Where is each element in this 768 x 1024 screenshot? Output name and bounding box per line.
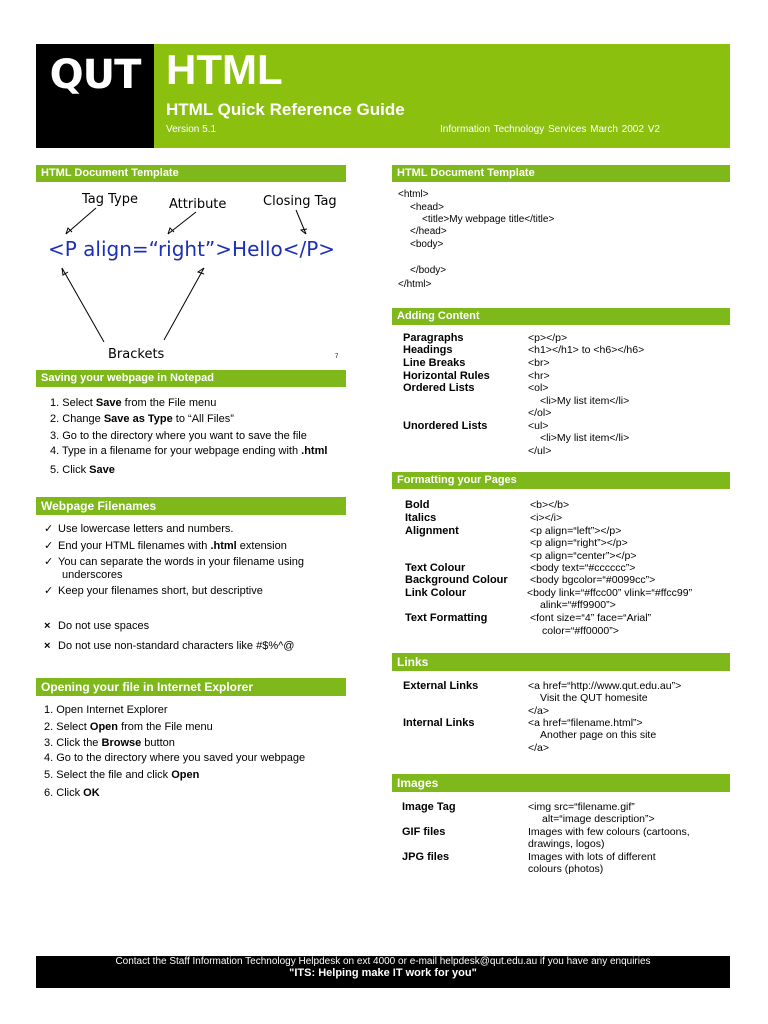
adding-value: </ol> xyxy=(528,407,552,419)
department-label: Information Technology Services March 2002 V2 xyxy=(440,124,660,135)
images-label: Image Tag xyxy=(402,801,456,813)
template-line: <head> xyxy=(410,202,444,213)
filename-tip-3-continuation: underscores xyxy=(62,569,123,581)
page-number: 7 xyxy=(335,354,339,360)
formatting-value: <i></i> xyxy=(530,512,563,524)
filename-tip-2: ✓ End your HTML filenames with .html extension xyxy=(44,540,287,552)
arrow-bracket-right xyxy=(164,268,204,340)
adding-label: Unordered Lists xyxy=(403,420,488,432)
check-icon: ✓ xyxy=(44,556,54,568)
formatting-label: Background Colour xyxy=(405,574,508,586)
template-line: <html> xyxy=(398,189,429,200)
images-value: <img src=“filename.gif” xyxy=(528,801,635,813)
links-value: </a> xyxy=(528,742,550,754)
formatting-value: <body bgcolor=“#0099cc”> xyxy=(530,574,656,586)
section-header-formatting: Formatting your Pages xyxy=(392,472,730,489)
formatting-value: <body link=“#ffcc00” vlink=“#ffcc99” xyxy=(527,587,693,599)
check-icon: ✓ xyxy=(44,540,54,552)
formatting-value: <b></b> xyxy=(530,499,570,511)
footer-bar xyxy=(36,956,730,988)
images-value: Images with lots of different xyxy=(528,851,656,863)
formatting-label: Text Formatting xyxy=(405,612,488,624)
arrow-bracket-left xyxy=(62,268,104,342)
template-line: </head> xyxy=(410,226,447,237)
footer-contact: Contact the Staff Information Technology Helpdesk on ext 4000 or e-mail helpdesk@qut.edu.au if you have any enquiries xyxy=(115,956,651,967)
links-value: Visit the QUT homesite xyxy=(540,692,648,704)
formatting-label: Text Colour xyxy=(405,562,466,574)
links-value: Another page on this site xyxy=(540,729,657,741)
adding-value: <li>My list item</li> xyxy=(540,395,630,407)
tag-diagram-svg xyxy=(36,186,346,368)
page-subtitle: HTML Quick Reference Guide xyxy=(166,100,405,119)
links-label: Internal Links xyxy=(403,717,475,729)
images-label: JPG files xyxy=(402,851,450,863)
opening-step-1: 1. Open Internet Explorer xyxy=(44,704,168,716)
section-header-template: HTML Document Template xyxy=(392,165,730,182)
images-value: drawings, logos) xyxy=(528,838,605,850)
formatting-label: Alignment xyxy=(405,525,459,537)
diagram-arrows xyxy=(62,208,307,342)
template-line: <title>My webpage title</title> xyxy=(422,214,555,225)
adding-value: <ol> xyxy=(528,382,549,394)
section-header-filenames: Webpage Filenames xyxy=(36,497,346,515)
images-value: colours (photos) xyxy=(528,863,604,875)
adding-value: <br> xyxy=(528,357,550,369)
attribute-label: Attribute xyxy=(169,197,227,212)
formatting-label: Bold xyxy=(405,499,430,511)
formatting-value: <p align=“right”></p> xyxy=(530,537,628,549)
opening-step-2: 2. Select Open from the File menu xyxy=(44,721,213,733)
filename-tip-4: ✓ Keep your filenames short, but descriptive xyxy=(44,585,263,597)
images-value: Images with few colours (cartoons, xyxy=(528,826,690,838)
formatting-label: Italics xyxy=(405,512,437,524)
header-banner xyxy=(154,44,730,148)
adding-label: Horizontal Rules xyxy=(403,370,490,382)
formatting-label: Link Colour xyxy=(405,587,467,599)
tag-type-label: Tag Type xyxy=(82,192,138,207)
tag-diagram xyxy=(36,186,346,368)
template-line: </body> xyxy=(410,265,447,276)
links-value: </a> xyxy=(528,705,550,717)
adding-label: Headings xyxy=(403,344,453,356)
saving-step-1: 1. Select Save from the File menu xyxy=(50,397,217,409)
links-value: <a href=“filename.html”> xyxy=(528,717,643,729)
adding-value: <li>My list item</li> xyxy=(540,432,630,444)
section-header-images: Images xyxy=(392,774,730,792)
formatting-value: alink=“#ff9900”> xyxy=(540,599,616,611)
template-line: </html> xyxy=(398,279,432,290)
section-header-adding: Adding Content xyxy=(392,308,730,325)
adding-value: <p></p> xyxy=(528,332,568,344)
links-label: External Links xyxy=(403,680,479,692)
images-label: GIF files xyxy=(402,826,446,838)
saving-step-4: 4. Type in a filename for your webpage ending with .html xyxy=(50,445,328,457)
tag-example: <P align=“right”>Hello</P> xyxy=(48,237,336,261)
adding-value: <hr> xyxy=(528,370,550,382)
saving-step-2: 2. Change Save as Type to “All Files” xyxy=(50,413,234,425)
adding-label: Ordered Lists xyxy=(403,382,475,394)
images-value: alt=“image description”> xyxy=(542,813,655,825)
formatting-value: <font size=“4” face=“Arial” xyxy=(530,612,652,624)
formatting-value: <body text=“#cccccc”> xyxy=(530,562,636,574)
opening-step-3: 3. Click the Browse button xyxy=(44,737,175,749)
section-header-saving: Saving your webpage in Notepad xyxy=(36,370,346,387)
formatting-value: <p align=“left”></p> xyxy=(530,525,622,537)
filename-tip-3: ✓ You can separate the words in your filename using xyxy=(44,556,305,568)
version-label: Version 5.1 xyxy=(166,124,217,135)
check-icon: ✓ xyxy=(44,585,54,597)
formatting-value: <p align=“center”></p> xyxy=(530,550,637,562)
check-icon: ✓ xyxy=(44,523,54,535)
cross-icon: × xyxy=(44,640,51,652)
closing-tag-label: Closing Tag xyxy=(263,194,337,209)
opening-step-6: 6. Click OK xyxy=(44,787,100,799)
opening-step-5: 5. Select the file and click Open xyxy=(44,769,200,781)
links-value: <a href=“http://www.qut.edu.au”> xyxy=(528,680,682,692)
filename-warning-2: × Do not use non-standard characters like #$%^@ xyxy=(44,640,295,652)
filename-tip-1: ✓ Use lowercase letters and numbers. xyxy=(44,523,234,535)
logo-text: QUT xyxy=(49,52,141,98)
section-header-links: Links xyxy=(392,653,730,671)
filename-warning-1: × Do not use spaces xyxy=(44,620,150,632)
adding-value: </ul> xyxy=(528,445,552,457)
saving-step-5: 5. Click Save xyxy=(50,464,115,476)
cross-icon: × xyxy=(44,620,51,632)
brackets-label: Brackets xyxy=(108,347,165,362)
qut-logo xyxy=(36,44,154,148)
adding-value: <ul> xyxy=(528,420,549,432)
opening-step-4: 4. Go to the directory where you saved your webpage xyxy=(44,752,306,764)
section-header-diagram: HTML Document Template xyxy=(36,165,346,182)
saving-step-3: 3. Go to the directory where you want to save the file xyxy=(50,430,307,442)
section-header-opening: Opening your file in Internet Explorer xyxy=(36,678,346,696)
adding-label: Line Breaks xyxy=(403,357,466,369)
template-line: <body> xyxy=(410,239,444,250)
footer-slogan: "ITS: Helping make IT work for you" xyxy=(289,967,477,979)
adding-value: <h1></h1> to <h6></h6> xyxy=(528,344,645,356)
adding-label: Paragraphs xyxy=(403,332,464,344)
page-title: HTML xyxy=(166,46,283,93)
formatting-value: color=“#ff0000”> xyxy=(542,625,619,637)
